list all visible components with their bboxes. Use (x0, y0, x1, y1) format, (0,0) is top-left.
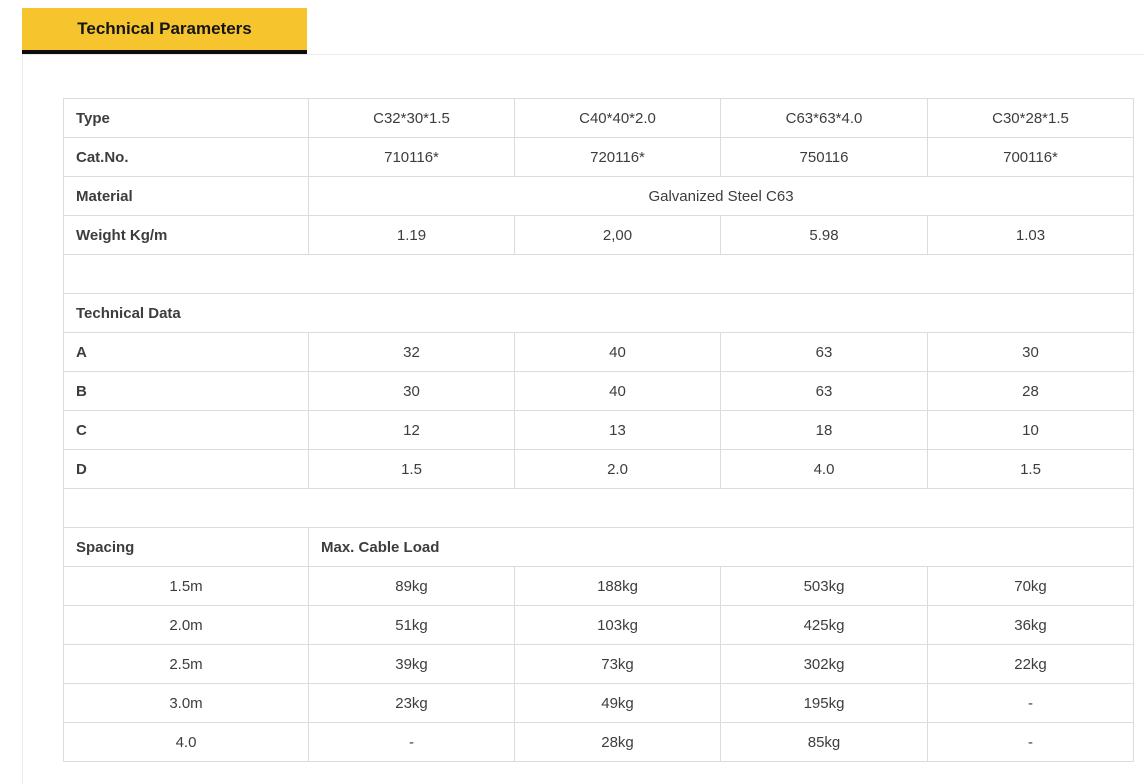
cell-value: 4.0 (721, 450, 928, 489)
row-label: B (64, 372, 309, 411)
cell-value: 49kg (515, 684, 721, 723)
cell-value: - (928, 684, 1134, 723)
row-label: A (64, 333, 309, 372)
content-panel (22, 54, 1144, 784)
spacer-cell (64, 255, 1134, 294)
cell-value: 103kg (515, 606, 721, 645)
row-label: 4.0 (64, 723, 309, 762)
cell-value: 710116* (309, 138, 515, 177)
table-row-material (64, 177, 1134, 216)
cell-value: 5.98 (721, 216, 928, 255)
cell-value: 1.03 (928, 216, 1134, 255)
cell-value: 28kg (515, 723, 721, 762)
cell-value: 720116* (515, 138, 721, 177)
section-label: Max. Cable Load (309, 528, 1134, 567)
cell-value: C30*28*1.5 (928, 99, 1134, 138)
cell-value: Galvanized Steel C63 (309, 177, 1134, 216)
cell-value: 2.0 (515, 450, 721, 489)
row-label: Type (64, 99, 309, 138)
table-row-spacing-header (64, 528, 1134, 567)
cell-value: 18 (721, 411, 928, 450)
cell-value: 13 (515, 411, 721, 450)
cell-value: 63 (721, 372, 928, 411)
cell-value: 503kg (721, 567, 928, 606)
cell-value: 302kg (721, 645, 928, 684)
row-label: 2.0m (64, 606, 309, 645)
cell-value: 70kg (928, 567, 1134, 606)
cell-value: C40*40*2.0 (515, 99, 721, 138)
cell-value: 425kg (721, 606, 928, 645)
cell-value: 51kg (309, 606, 515, 645)
cell-value: 63 (721, 333, 928, 372)
table-row-c (64, 411, 1134, 450)
table-row-spacing-1-5m (64, 567, 1134, 606)
section-label: Technical Data (64, 294, 1134, 333)
cell-value: 39kg (309, 645, 515, 684)
cell-value: 73kg (515, 645, 721, 684)
cell-value: 32 (309, 333, 515, 372)
table-row-spacing-2-0m (64, 606, 1134, 645)
cell-value: 30 (928, 333, 1134, 372)
spacer-row (64, 255, 1134, 294)
tab-label: Technical Parameters (77, 19, 252, 38)
row-label: 3.0m (64, 684, 309, 723)
cell-value: 700116* (928, 138, 1134, 177)
cell-value: 195kg (721, 684, 928, 723)
row-label: Weight Kg/m (64, 216, 309, 255)
tab-technical-parameters[interactable] (22, 8, 307, 54)
cell-value: 30 (309, 372, 515, 411)
cell-value: - (309, 723, 515, 762)
row-label: Material (64, 177, 309, 216)
table-row-weight (64, 216, 1134, 255)
table-row-spacing-3-0m (64, 684, 1134, 723)
cell-value: 36kg (928, 606, 1134, 645)
cell-value: - (928, 723, 1134, 762)
cell-value: 750116 (721, 138, 928, 177)
row-label: C (64, 411, 309, 450)
cell-value: 23kg (309, 684, 515, 723)
row-label: Cat.No. (64, 138, 309, 177)
cell-value: 40 (515, 333, 721, 372)
table-row-type (64, 99, 1134, 138)
cell-value: 28 (928, 372, 1134, 411)
table-row-catno (64, 138, 1134, 177)
cell-value: 22kg (928, 645, 1134, 684)
table-row-spacing-2-5m (64, 645, 1134, 684)
technical-parameters-table (63, 98, 1134, 762)
cell-value: 1.19 (309, 216, 515, 255)
cell-value: 1.5 (928, 450, 1134, 489)
row-label: Spacing (64, 528, 309, 567)
cell-value: 188kg (515, 567, 721, 606)
cell-value: 10 (928, 411, 1134, 450)
cell-value: 12 (309, 411, 515, 450)
row-label: 1.5m (64, 567, 309, 606)
cell-value: 89kg (309, 567, 515, 606)
cell-value: 1.5 (309, 450, 515, 489)
cell-value: 2,00 (515, 216, 721, 255)
cell-value: 40 (515, 372, 721, 411)
table-row-a (64, 333, 1134, 372)
table-row-spacing-4-0 (64, 723, 1134, 762)
tab-bar (0, 0, 1144, 54)
row-label: D (64, 450, 309, 489)
table-row-d (64, 450, 1134, 489)
table-row-b (64, 372, 1134, 411)
cell-value: C32*30*1.5 (309, 99, 515, 138)
row-label: 2.5m (64, 645, 309, 684)
spacer-row (64, 489, 1134, 528)
spacer-cell (64, 489, 1134, 528)
cell-value: 85kg (721, 723, 928, 762)
cell-value: C63*63*4.0 (721, 99, 928, 138)
table-row-section-technical-data (64, 294, 1134, 333)
